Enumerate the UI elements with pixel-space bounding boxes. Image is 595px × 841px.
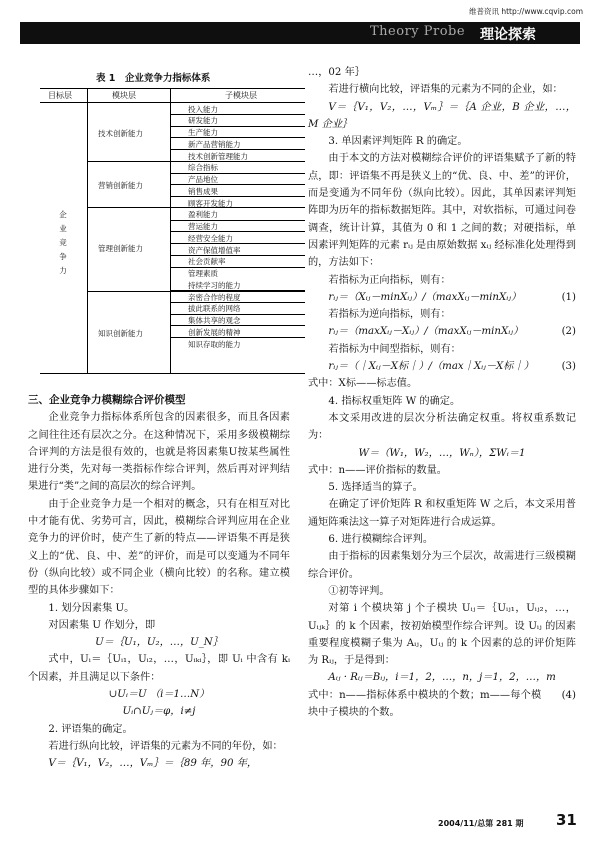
module-label: 技术创新能力	[98, 129, 143, 138]
submodule-item: 社会贡献率	[188, 257, 226, 267]
equation	[308, 358, 576, 375]
paragraph: 由于指标的因素集划分为三个层次，故需进行三级模糊综合评价。	[308, 551, 576, 580]
table-bottom-rule	[40, 373, 305, 374]
submodule-item: 拔此联系的网络	[188, 304, 241, 314]
indicator-table	[40, 88, 305, 374]
equation-body: rᵢⱼ＝（maxXᵢⱼ－Xᵢⱼ）/（maxXᵢⱼ－minXᵢⱼ）	[328, 326, 524, 338]
submodule-item: 研发能力	[188, 116, 218, 126]
equation-number: (2)	[561, 326, 576, 338]
step-heading: 2. 评语集的确定。	[48, 723, 133, 735]
submodule-item: 综合指标	[188, 163, 218, 173]
paragraph: 企业竞争力指标体系所包含的因素很多，而且各因素之间往往还有层次之分。在这种情况下，采用多级模糊综合评判的方法是很有效的，也就是将因素集U按某些属性进行分类，先对每一类指标作综合评判，然后再对评判结果进行“类”之间的高层次的综合评判。	[28, 412, 290, 493]
submodule-item: 管理素质	[188, 269, 218, 278]
submodule-item: 顾客开发能力	[188, 198, 233, 208]
step-heading: 4. 指标权重矩阵 W 的确定。	[328, 395, 461, 407]
equation	[308, 289, 576, 306]
target-layer-label	[58, 208, 68, 278]
section-title-en: Theory Probe	[370, 24, 466, 39]
equation: U＝｛U₁，U₂，…，U_N｝	[95, 637, 223, 649]
step-heading: 6. 进行模糊综合评判。	[328, 534, 434, 546]
submodule-item: 资产保值增值率	[188, 245, 241, 255]
target-char: 业	[59, 224, 67, 233]
target-char: 企	[59, 210, 67, 219]
paragraph: 若进行横向比较，评语集的元素为不同的企业，如：	[328, 84, 563, 96]
paragraph: 本文采用改进的层次分析法确定权重。将权重系数记为：	[308, 412, 576, 442]
submodule-item: 盈利能力	[188, 210, 218, 220]
header-target: 目标层	[48, 91, 72, 100]
table-col-divider	[87, 88, 88, 374]
equation-body: rᵢⱼ＝（｜Xᵢⱼ－X标｜）/（max｜Xᵢⱼ－X标｜）	[328, 361, 534, 373]
equation: V＝｛V₁，V₂，…，Vₘ｝＝｛89 年，90 年，	[48, 758, 258, 770]
table-caption: 表 1 企业竞争力指标体系	[96, 73, 211, 84]
step-heading: ①初等评判。	[328, 585, 390, 597]
paragraph: 由于企业竞争力是一个相对的概念，只有在相互对比中才能有优、劣势可言，因此，模糊综合评判应用在企业竞争力的评价时，使产生了新的特点——评语集不再是狭义上的“优、良、中、差”的评价，而是可以变通为不同年份（纵向比较）或不同企业（横向比较）的名称。建立模型的具体步骤如下：	[28, 498, 290, 597]
equation-number: (1)	[561, 291, 576, 303]
right-column	[308, 64, 576, 721]
equation-body: rᵢⱼ＝（Xᵢⱼ－minXᵢⱼ）/（maxXᵢⱼ－minXᵢⱼ）	[328, 291, 522, 303]
paragraph: 若进行纵向比较，评语集的元素为不同的年份，如：	[48, 740, 283, 752]
section-title-zh: 理论探索	[480, 27, 536, 43]
step-heading: 3. 单因素评判矩阵 R 的确定。	[328, 136, 468, 148]
header-module: 模块层	[112, 91, 136, 100]
table-top-rule	[40, 88, 305, 89]
equation: ∪Uᵢ＝U （i＝1…N）	[108, 689, 210, 701]
paragraph: 若指标为逆向指标，则有：	[328, 309, 451, 321]
submodule-item: 持续学习的能力	[188, 280, 241, 290]
equation	[308, 323, 576, 340]
issue-info: 2004/11/总第 281 期	[438, 819, 524, 828]
module-label: 管理创新能力	[98, 244, 143, 253]
submodule-item: 销售成果	[188, 186, 218, 196]
equation-number: (3)	[561, 361, 576, 373]
paragraph: 由于本文的方法对模糊综合评价的评语集赋予了新的特点，即：评语集不再是狭义上的“优、良、中、差”的评价，而是变通为不同年份（纵向比较）。因此，其单因素评判矩阵即为历年的指标数据矩阵。其中，对软指标，可通过问卷调查，统计计算，其值为 0 和 1 之间的数；对硬指标，单因素评判矩阵的元素 rᵢⱼ 是由原始数据 xᵢⱼ 经标准化处理得到的，方法如下：	[308, 153, 576, 269]
step-heading: 5. 选择适当的算子。	[328, 482, 423, 494]
paragraph: 在确定了评价矩阵 R 和权重矩阵 W 之后，本文采用普通矩阵乘法这一算子对矩阵进行合成运算。	[308, 499, 576, 528]
submodule-item: 经营安全能力	[188, 233, 233, 243]
paragraph: 式中：n——指标体系中模块的个数；m——每个模块中子模块的个数。	[308, 689, 542, 718]
left-column	[28, 392, 290, 773]
paragraph: 式中，Uᵢ＝｛Uᵢ₁，Uᵢ₂，…，Uᵢₖᵢ｝，即 Uᵢ 中含有 kᵢ 个因素，并且满足以下条件：	[28, 654, 290, 683]
paragraph: 对第 i 个模块第 j 个子模块 Uᵢⱼ＝｛Uᵢⱼ₁，Uᵢⱼ₂，…，Uᵢⱼₖ｝的 k 个因素，按初始模型作综合评判。设 Uᵢⱼ 的因素重要程度模糊子集为 Aᵢⱼ，Uᵢⱼ 的 k 个因素的总的评价矩阵为 Rᵢⱼ，于是得到：	[308, 603, 576, 667]
target-char: 竞	[59, 238, 67, 247]
submodule-item: 技术创新管理能力	[188, 151, 248, 161]
paragraph: …，02 年｝	[308, 67, 365, 78]
module-label: 知识创新能力	[98, 329, 143, 338]
submodule-item: 投入能力	[188, 104, 218, 114]
equation: W＝（W₁，W₂，…，Wₙ），ΣWᵢ＝1	[358, 447, 526, 459]
page-number: 31	[556, 811, 577, 829]
equation: V＝｛V₁，V₂，…，Vₘ｝＝｛A 企业，B 企业，…，M 企业｝	[308, 101, 576, 130]
paragraph: 式中：X标——标志值。	[308, 378, 418, 390]
paragraph: 式中：n——评价指标的数量。	[308, 464, 447, 476]
target-char: 力	[59, 266, 67, 275]
target-char: 争	[59, 252, 67, 261]
paragraph: 对因素集 U 作划分，即	[48, 619, 156, 631]
header-submodule: 子模块层	[225, 91, 257, 100]
equation: Uᵢ∩Uⱼ＝φ，i≠j	[122, 706, 196, 718]
submodule-item: 亲密合作的程度	[188, 292, 241, 302]
submodule-item: 集体共享的观念	[188, 316, 241, 325]
submodule-item: 知识存取的能力	[188, 339, 241, 349]
equation-number: (4)	[561, 689, 576, 701]
submodule-item: 新产品营销能力	[188, 139, 241, 149]
paragraph: 若指标为中间型指标，则有：	[328, 343, 461, 355]
paragraph: 若指标为正向指标，则有：	[328, 274, 451, 286]
submodule-item: 产品地位	[188, 175, 218, 184]
equation	[308, 669, 576, 701]
step-heading: 1. 划分因素集 U。	[48, 602, 135, 614]
table-header-rule	[40, 102, 305, 103]
submodule-item: 营运能力	[188, 222, 218, 231]
submodule-item: 生产能力	[188, 128, 218, 137]
module-label: 营销创新能力	[98, 181, 143, 190]
section-heading: 三、企业竞争力模糊综合评价模型	[28, 394, 186, 406]
submodule-item: 创新发展的精神	[188, 327, 241, 337]
watermark-text: 维普资讯 http://www.cqvip.com	[468, 7, 583, 16]
equation-body: Aᵢⱼ · Rᵢⱼ＝Bᵢⱼ，i＝1，2，…，n，j＝1，2，…，m	[328, 672, 556, 684]
